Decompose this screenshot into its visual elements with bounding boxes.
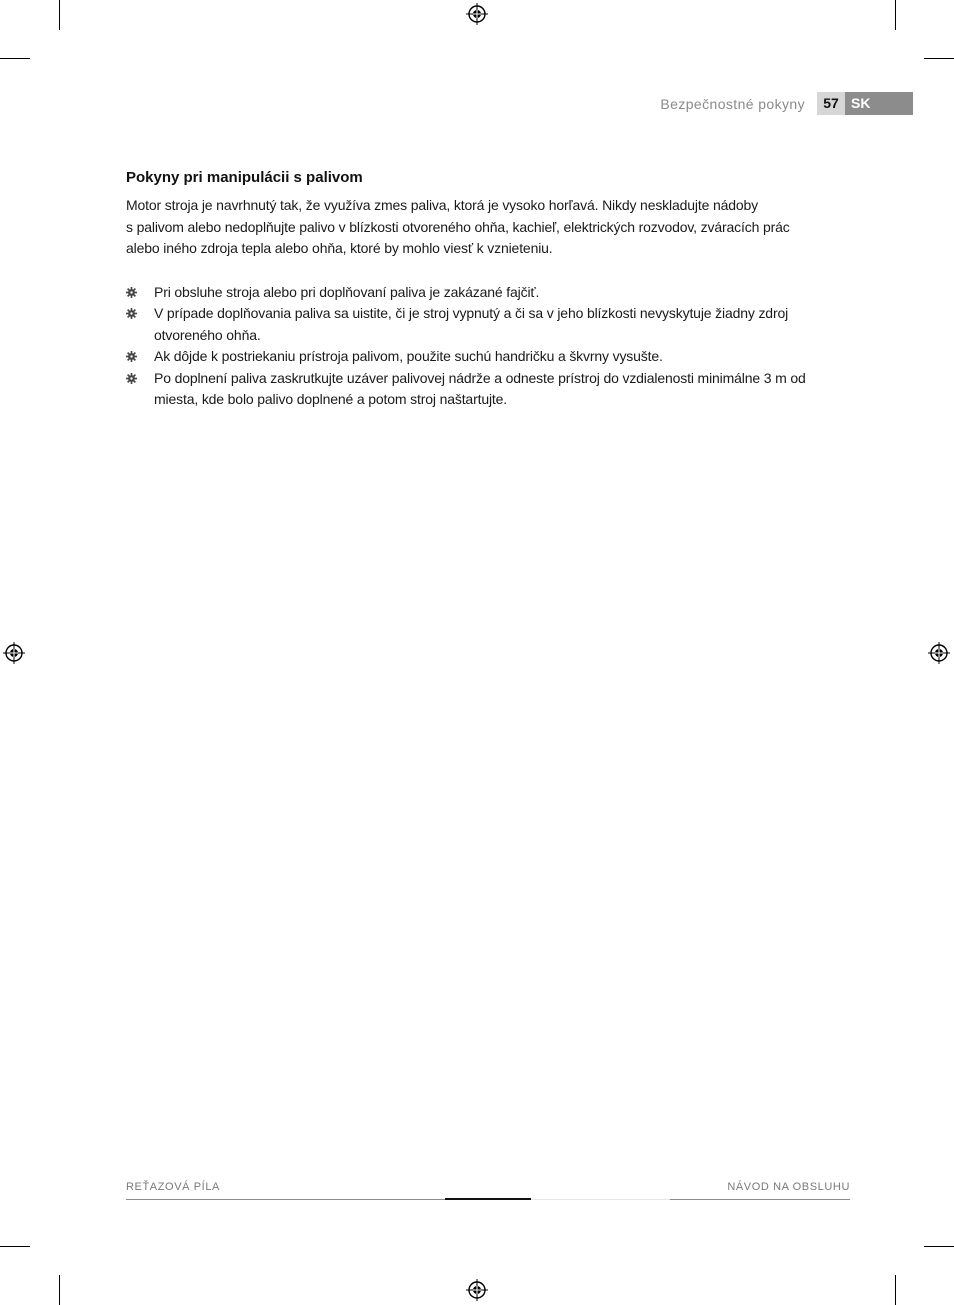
footer-divider: [126, 1199, 445, 1200]
intro-line: s palivom alebo nedoplňujte palivo v blízkosti otvoreného ohňa, kachieľ, elektrických rozvodov, zváracích prác: [126, 218, 790, 235]
intro-paragraph: [126, 195, 852, 260]
crop-mark: [895, 0, 896, 30]
gear-bullet-icon: [126, 287, 137, 298]
crop-mark: [59, 0, 60, 30]
crop-mark: [59, 1275, 60, 1305]
footer-document-type: NÁVOD NA OBSLUHU: [727, 1181, 850, 1193]
bullet-text: otvoreného ohňa.: [154, 326, 261, 343]
gear-bullet-icon: [126, 308, 137, 319]
bullet-text: Pri obsluhe stroja alebo pri doplňovaní paliva je zakázané fajčiť.: [154, 283, 540, 300]
bullet-text: Po doplnení paliva zaskrutkujte uzáver palivovej nádrže a odneste prístroj do vzdialenosti minimálne 3 m od: [154, 369, 806, 386]
registration-mark-icon: [928, 642, 950, 664]
footer-divider: [670, 1199, 850, 1200]
footer-product-name: REŤAZOVÁ PÍLA: [126, 1181, 220, 1193]
registration-mark-icon: [466, 3, 488, 25]
section-title: Pokyny pri manipulácii s palivom: [126, 169, 363, 186]
bullet-text: miesta, kde bolo palivo doplnené a potom stroj naštartujte.: [154, 391, 508, 407]
bullet-text: V prípade doplňovania paliva sa uistite, či je stroj vypnutý a či sa v jeho blízkosti nevyskytuje žiadny zdroj: [154, 305, 789, 321]
crop-mark: [0, 1246, 30, 1247]
crop-mark: [0, 58, 30, 59]
intro-line: Motor stroja je navrhnutý tak, že využíva zmes paliva, ktorá je vysoko horľavá. Nikdy neskladujte nádoby: [126, 197, 759, 213]
list-item: [126, 303, 852, 346]
crop-mark: [924, 58, 954, 59]
header-section-title: Bezpečnostné pokyny: [660, 96, 805, 112]
registration-mark-icon: [466, 1279, 488, 1301]
list-item: [126, 368, 852, 411]
page-number: 57: [817, 92, 845, 115]
footer-divider: [445, 1198, 531, 1200]
safety-bullet-list: [126, 282, 852, 411]
list-item: [126, 282, 852, 304]
language-tab: SK: [845, 92, 913, 115]
page-header: [640, 92, 913, 115]
registration-mark-icon: [3, 642, 25, 664]
gear-bullet-icon: [126, 351, 137, 362]
main-content: [126, 168, 852, 411]
crop-mark: [895, 1275, 896, 1305]
crop-mark: [924, 1246, 954, 1247]
list-item: [126, 346, 852, 368]
gear-bullet-icon: [126, 373, 137, 384]
footer-divider: [531, 1199, 670, 1200]
bullet-text: Ak dôjde k postriekaniu prístroja palivom, použite suchú handričku a škvrny vysušte.: [154, 348, 663, 364]
intro-line: alebo iného zdroja tepla alebo ohňa, ktoré by mohlo viesť k vznieteniu.: [126, 240, 553, 256]
